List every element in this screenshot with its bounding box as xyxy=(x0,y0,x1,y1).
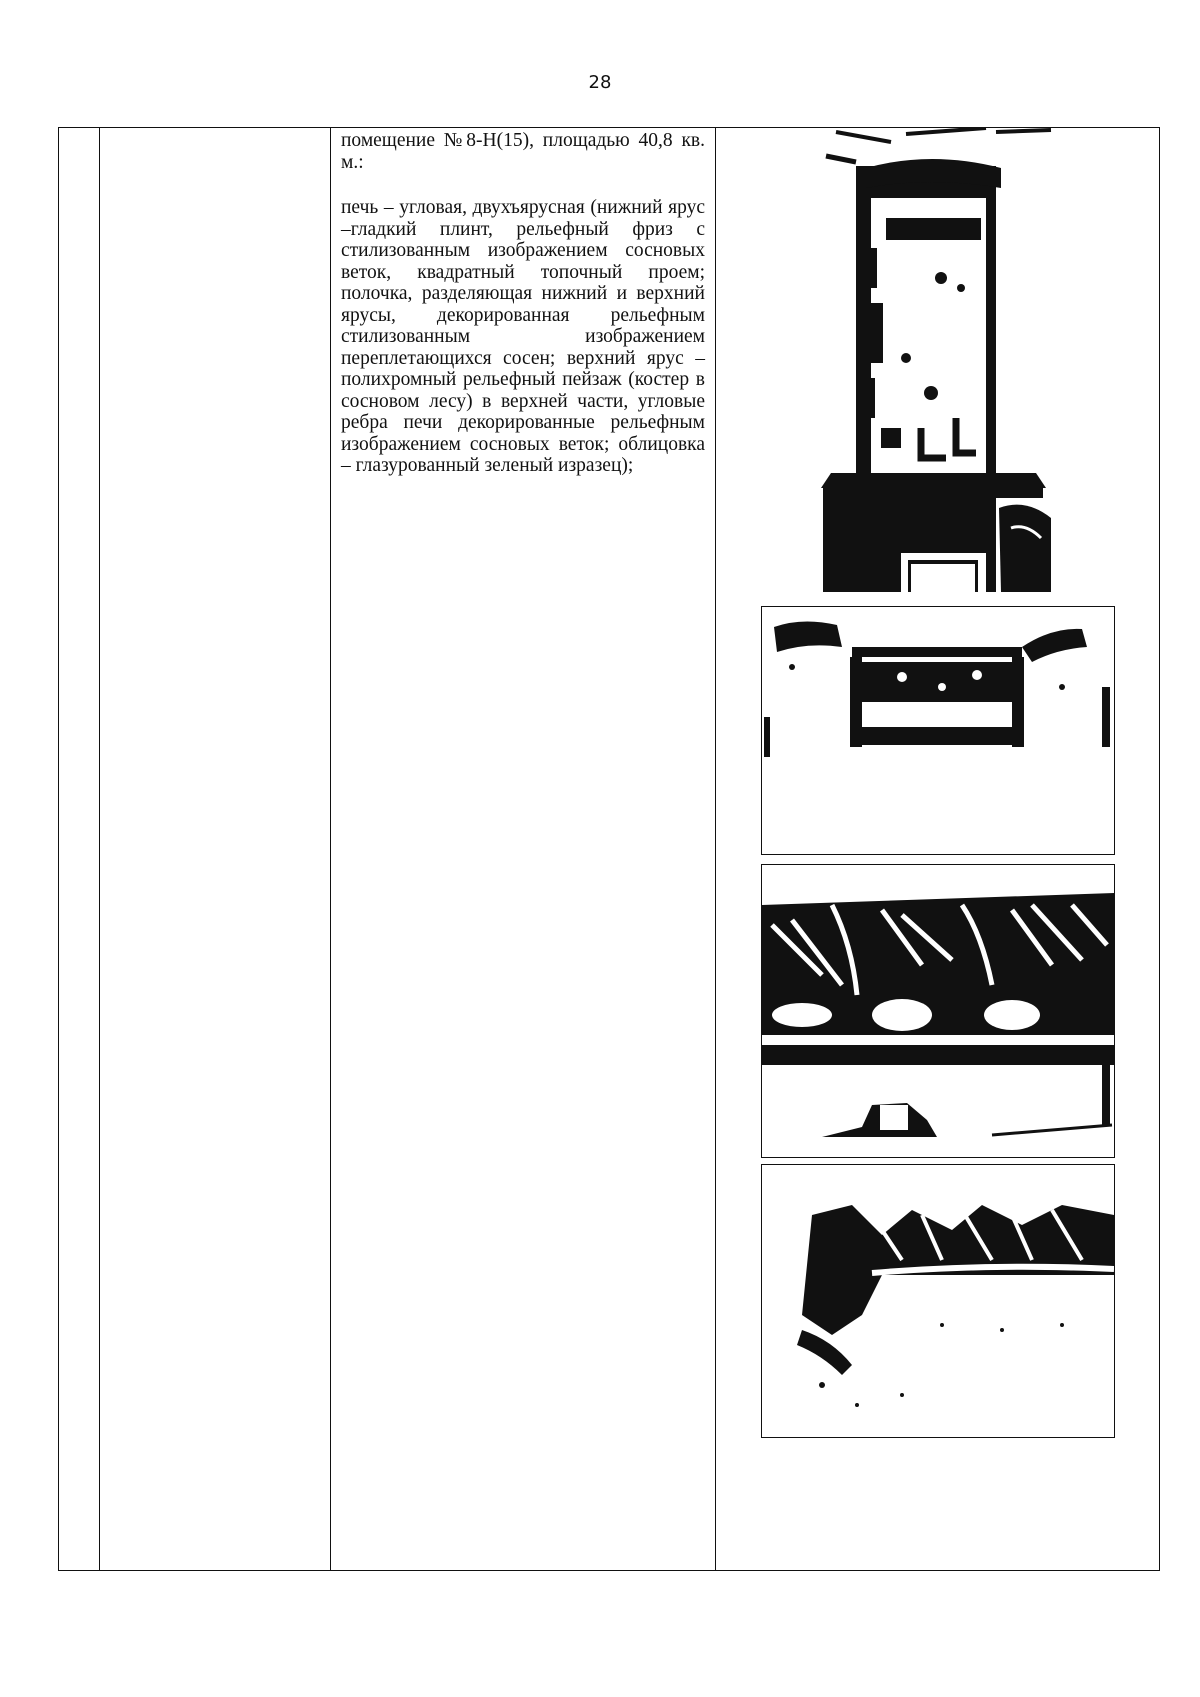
description-body: печь – угловая, двухъярусная (нижний ярус –гладкий плинт, рельефный фриз с стилизованным изображением сосновых веток, квадратный топочный проем; полочка, разделяющая нижний и верхний ярусы, декорированная рельефным стилизованным изображением переплетающихся сосен; верхний ярус – полихромный рельефный пейзаж (костер в сосновом лесу) в верхней части, угловые ребра печи декорированные рельефным изображением сосновых веток; облицовка – глазурованный зеленый изразец); xyxy=(341,197,705,476)
table-row xyxy=(59,128,1160,1571)
photos-cell xyxy=(716,128,1160,1571)
stove-photo xyxy=(811,128,1056,592)
page-number: 28 xyxy=(588,72,612,93)
corner-relief-photo xyxy=(761,1164,1115,1438)
inventory-table xyxy=(58,127,1160,1571)
index-cell xyxy=(59,128,100,1571)
firebox-photo xyxy=(761,606,1115,855)
name-cell xyxy=(100,128,331,1571)
frieze-photo xyxy=(761,864,1115,1158)
description-heading: помещение №8-Н(15), площадью 40,8 кв. м.: xyxy=(341,130,705,173)
description-cell xyxy=(331,128,716,1571)
